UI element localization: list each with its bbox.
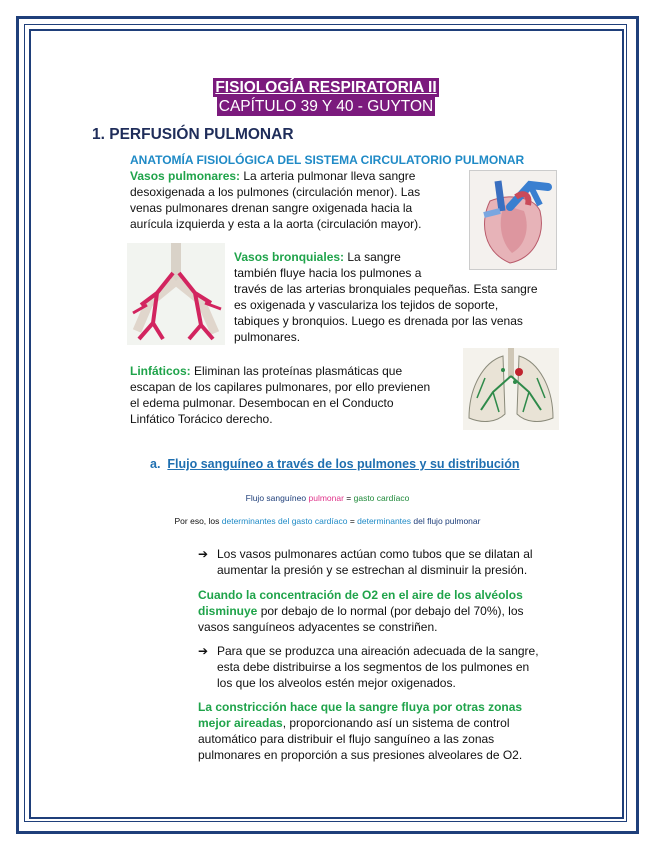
bronchial-vessels-image (127, 243, 225, 345)
text-line: desoxigenada a los pulmones (circulación menor). Las (130, 185, 421, 199)
linfaticos-label: Linfáticos: (130, 364, 191, 378)
text-line: través de las arterias bronquiales pequeñas. Esta sangre (234, 282, 538, 296)
text-line: La sangre (344, 250, 401, 264)
text-line: Eliminan las proteínas plasmáticas que (190, 364, 403, 378)
formula-equals: = (343, 493, 354, 503)
text-line: el edema pulmonar. Desembocan en el Conducto (130, 396, 394, 410)
highlight-text: mejor aireadas (198, 716, 283, 730)
text-line: Linfático Torácico derecho. (130, 412, 273, 426)
vasos-pulmonares-paragraph (130, 168, 460, 232)
text-line: La constricción hace que la sangre fluya por otras zonas (198, 700, 523, 714)
arrow-icon: ➔ (198, 547, 209, 561)
text-line: escapan de los capilares pulmonares, por ello previenen (130, 380, 431, 394)
formula-term: determinantes (357, 516, 412, 526)
text-line: los que los alveolos estén mejor oxigenados. (217, 676, 456, 690)
text-line: Los vasos pulmonares actúan como tubos que se dilatan al (217, 547, 533, 561)
formula-determinants (0, 515, 655, 527)
subsection-title: Flujo sanguíneo a través de los pulmones y su distribución (167, 457, 520, 471)
vasos-bronquiales-label: Vasos bronquiales: (234, 250, 345, 264)
formula-term: determinantes del gasto cardíaco (221, 516, 348, 526)
vasos-bronquiales-paragraph (234, 249, 569, 345)
constriction-control-paragraph (198, 699, 563, 763)
text-line: pulmonares en proporción a sus presiones alveolares de O2. (198, 748, 523, 762)
linfaticos-paragraph (130, 363, 460, 427)
text-line: vasos sanguíneos adyacentes se constriñen. (198, 620, 438, 634)
text-line: automático para distribuir el flujo sanguíneo a las zonas (198, 732, 495, 746)
highlight-text: disminuye (198, 604, 258, 618)
text-line: por debajo de lo normal (por debajo del 70%), los (257, 604, 524, 618)
text-line: La arteria pulmonar lleva sangre (240, 169, 416, 183)
formula-equals: = (347, 516, 358, 526)
text-line: Para que se produzca una aireación adecuada de la sangre, (217, 644, 539, 658)
title-line-2: CAPÍTULO 39 Y 40 - GUYTON (218, 98, 434, 115)
text-line: venas pulmonares drenan sangre oxigenada hacia la (130, 201, 413, 215)
formula-term: Flujo sanguíneo (245, 493, 309, 503)
text-line: esta debe distribuirse a los segmentos de los pulmones en (217, 660, 530, 674)
text-line: , proporcionando así un sistema de control (282, 716, 510, 730)
formula-blood-flow (0, 492, 655, 504)
oxygen-constriction-paragraph (198, 587, 563, 635)
text-line: pulmonares. (234, 330, 301, 344)
formula-term: del flujo pulmonar (411, 516, 481, 526)
bullet-item-1 (217, 546, 562, 578)
subsection-letter: a. (150, 457, 161, 471)
text-line: Cuando la concentración de O2 en el aire de los alvéolos (198, 588, 523, 602)
text-line: es oxigenada y vasculariza los tejidos de soporte, (234, 298, 499, 312)
text-line: tabiques y bronquios. Luego es drenada por las venas (234, 314, 523, 328)
lymphatic-lungs-image (463, 348, 559, 430)
subsection-a-heading (150, 457, 520, 471)
text-line: aurícula izquierda y esta a la aorta (circulación mayor). (130, 217, 422, 231)
formula-term: gasto cardíaco (353, 493, 410, 503)
text-line: también fluye hacia los pulmones a (234, 266, 422, 280)
text-line: aumentar la presión y se estrechan al disminuir la presión. (217, 563, 528, 577)
bullet-item-2 (217, 643, 562, 691)
title-line-1: FISIOLOGÍA RESPIRATORIA II (215, 79, 437, 96)
vasos-pulmonares-label: Vasos pulmonares: (130, 169, 241, 183)
formula-term: pulmonar (308, 493, 344, 503)
section-heading-perfusion: 1. PERFUSIÓN PULMONAR (92, 126, 294, 143)
document-title (202, 78, 450, 116)
formula-term: Por eso, los (174, 516, 222, 526)
arrow-icon: ➔ (198, 644, 209, 658)
anatomy-heading: ANATOMÍA FISIOLÓGICA DEL SISTEMA CIRCULATORIO PULMONAR (130, 153, 525, 167)
